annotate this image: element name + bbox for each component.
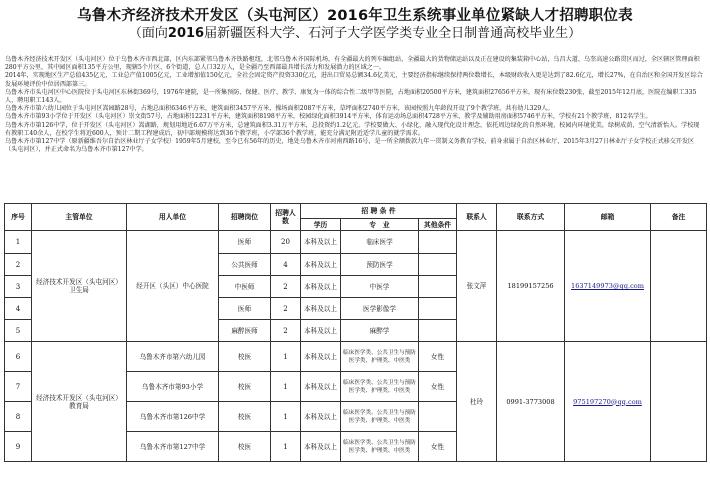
header-other: 其他条件 <box>419 219 457 231</box>
cell-count: 4 <box>271 254 301 276</box>
cell-post: 校医 <box>219 372 271 402</box>
header-contact: 联系人 <box>457 204 497 231</box>
cell-post: 中医师 <box>219 276 271 298</box>
cell-no: 8 <box>5 402 32 432</box>
cell-other: 女性 <box>419 432 457 462</box>
cell-count: 1 <box>271 342 301 372</box>
cell-dept: 经济技术开发区（头屯河区）卫生局 <box>32 231 127 342</box>
document-title: 乌鲁木齐经济技术开发区（头屯河区）2016年卫生系统事业单位紧缺人才招聘职位表 <box>77 8 633 24</box>
cell-major: 中医学 <box>341 276 419 298</box>
email-link[interactable]: 975197270@qq.com <box>573 397 642 406</box>
header-conditions: 招 聘 条 件 <box>301 204 457 219</box>
intro-paragraph: 乌鲁木齐市头屯河区中心医院位于头屯河区东林街369号，1976年建院，是一所集预防、保健、医疗、教学、康复为一体的综合性二级甲等医院，占地面积20500平方米，建筑面积27656平方米，现有床位数230张，截至2015年12月底，医院在编职工335人，聘用职工143人。 <box>5 88 697 105</box>
intro-paragraph: 乌鲁木齐市第127中学（原新疆维吾尔自治区林业厅子女学校）1959年5月建校，至今已有56年的历史，地处乌鲁木齐市河南西路16号，是一所全额拨款九年一贯制义务教育学校，前身隶属于自治区林业厅，2015年3月27日林业厅子女学校正式移交开发区（头屯河区），并正式命名为乌鲁木齐市第127中学。 <box>5 138 695 154</box>
cell-no: 2 <box>5 254 32 276</box>
cell-post: 医师 <box>219 231 271 254</box>
cell-edu: 本科及以上 <box>301 254 341 276</box>
cell-unit: 经开区（头区）中心医院 <box>127 231 219 342</box>
cell-unit: 乌鲁木齐市第126中学 <box>127 402 219 432</box>
subtitle-year: 2016 <box>167 26 205 41</box>
cell-other <box>419 298 457 320</box>
header-major: 专 业 <box>341 219 419 231</box>
cell-other <box>419 254 457 276</box>
cell-other <box>419 320 457 342</box>
subtitle-prefix: （面向 <box>128 26 168 41</box>
cell-email <box>565 231 651 342</box>
cell-unit: 乌鲁木齐市第127中学 <box>127 432 219 462</box>
cell-count: 1 <box>271 432 301 462</box>
cell-major: 医学影像学 <box>341 298 419 320</box>
cell-contact: 张文萍 <box>457 231 497 342</box>
cell-other: 女性 <box>419 372 457 402</box>
cell-count: 2 <box>271 276 301 298</box>
cell-edu: 本科及以上 <box>301 231 341 254</box>
header-post: 招聘岗位 <box>219 204 271 231</box>
cell-count: 1 <box>271 402 301 432</box>
intro-paragraph: 乌鲁木齐市第93小学位于开发区（头屯河区）崇文街57号，占地面积12231平方米，建筑面积8198平方米，校园绿化面积3914平方米，体育运动场总面积4728平方米，教学及辅助用房面积5746平方米，学校有21个教学班，812名学生。 <box>5 113 652 121</box>
cell-edu: 本科及以上 <box>301 402 341 432</box>
cell-major: 临床医学类、公共卫生与预防医学类、护理类、中医类 <box>341 402 419 432</box>
cell-no: 3 <box>5 276 32 298</box>
cell-other <box>419 231 457 254</box>
cell-major: 临床医学 <box>341 231 419 254</box>
cell-email <box>565 342 651 462</box>
cell-major: 麻醉学 <box>341 320 419 342</box>
header-edu: 学历 <box>301 219 341 231</box>
header-remark: 备注 <box>651 204 707 231</box>
cell-no: 7 <box>5 372 32 402</box>
intro-paragraph: 2014年，实现地区生产总值435亿元，工业总产值1005亿元，工业增加值150亿元，全社会固定资产投资330亿元，进出口贸易总额34.6亿美元，主要经济指标继续保持两位数增长，本级财政收入更是达到了82.6亿元，增长27%，在自治区和全国开发区综合发展环境评价中位居西部第三。 <box>5 72 703 88</box>
cell-post: 麻醉医师 <box>219 320 271 342</box>
header-dept: 主管单位 <box>32 204 127 231</box>
cell-post: 校医 <box>219 402 271 432</box>
intro-paragraph: 乌鲁木齐市第126中学，位于开发区（头屯河区）嵩湖路，规划用地近6.67万平方米，总建筑面积3.31万平方米，总投资约1.2亿元。学校要做大、小绿化，融入现代化设计理念，依托周边绿化的自然环境，校园内环境优美，绿树成荫，空气清新怡人。学校现有教职工40余人，在校学生将近600人，预计二期工程建成后，初中部规模将达到36个教学班，小学部36个教学班，能充分满足附近适学儿童的就学需求。 <box>5 121 700 137</box>
cell-other: 女性 <box>419 342 457 372</box>
cell-post: 医师 <box>219 298 271 320</box>
cell-count: 2 <box>271 298 301 320</box>
email-link[interactable]: 1637149973@qq.com <box>571 282 645 290</box>
intro-paragraph: 乌鲁木齐经济技术开发区（头屯河区）位于乌鲁木齐市西北部，区内东部紧邻乌鲁木齐铁路枢纽，北邻乌鲁木齐国际机场，有全疆最大的列车编组站，全疆最大的货物储运站以及正在建设的集装箱中心站，乌昌大道、乌奎高速公路贯区而过，全区辖区管理面积280平方公里，其中园区面积135平方公里，现辖5个片区、6个街道，总人口32万人，是全疆乃至西部最具增长活力和发展潜力的区域之一。 <box>5 56 700 72</box>
cell-count: 1 <box>271 372 301 402</box>
intro-text <box>5 56 705 154</box>
table-row <box>5 231 707 254</box>
positions-table <box>4 203 707 462</box>
cell-remark <box>651 231 707 342</box>
cell-no: 1 <box>5 231 32 254</box>
cell-major: 临床医学类、公共卫生与预防医学类、护理类、中医类 <box>341 432 419 462</box>
cell-major: 预防医学 <box>341 254 419 276</box>
header-no: 序号 <box>5 204 32 231</box>
cell-other <box>419 276 457 298</box>
header-row <box>5 204 707 219</box>
cell-edu: 本科及以上 <box>301 276 341 298</box>
cell-no: 9 <box>5 432 32 462</box>
table-row <box>5 342 707 372</box>
header-email: 邮箱 <box>565 204 651 231</box>
cell-major: 临床医学类、公共卫生与预防医学类、护理类、中医类 <box>341 372 419 402</box>
cell-post: 公共医师 <box>219 254 271 276</box>
cell-remark <box>651 342 707 462</box>
cell-edu: 本科及以上 <box>301 372 341 402</box>
cell-edu: 本科及以上 <box>301 432 341 462</box>
document-subtitle <box>0 22 710 41</box>
header-count: 招聘人数 <box>271 204 301 231</box>
cell-no: 6 <box>5 342 32 372</box>
subtitle-suffix: 届新疆医科大学、石河子大学医学类专业全日制普通高校毕业生） <box>204 26 582 41</box>
cell-edu: 本科及以上 <box>301 342 341 372</box>
intro-paragraph: 乌鲁木齐市第六幼儿园位于头屯河区嵩园路28号，占地总面积6346平方米，建筑面积3457平方米，操场面积2087平方米，草坪面积2740平方米，该园按照九年龄段开设了9个教学班，共有幼儿329人。 <box>5 105 554 113</box>
cell-no: 4 <box>5 298 32 320</box>
header-unit: 用人单位 <box>127 204 219 231</box>
cell-post: 校医 <box>219 432 271 462</box>
cell-dept: 经济技术开发区（头屯河区）教育局 <box>32 342 127 462</box>
header-phone: 联系方式 <box>497 204 565 231</box>
cell-unit: 乌鲁木齐市第六幼儿园 <box>127 342 219 372</box>
cell-contact: 杜玲 <box>457 342 497 462</box>
cell-no: 5 <box>5 320 32 342</box>
cell-post: 校医 <box>219 342 271 372</box>
cell-phone: 18199157256 <box>497 231 565 342</box>
cell-count: 20 <box>271 231 301 254</box>
cell-major: 临床医学类、公共卫生与预防医学类、护理类、中医类 <box>341 342 419 372</box>
cell-unit: 乌鲁木齐市第93小学 <box>127 372 219 402</box>
cell-edu: 本科及以上 <box>301 320 341 342</box>
cell-other <box>419 402 457 432</box>
cell-count: 2 <box>271 320 301 342</box>
cell-edu: 本科及以上 <box>301 298 341 320</box>
cell-phone: 0991-3773008 <box>497 342 565 462</box>
